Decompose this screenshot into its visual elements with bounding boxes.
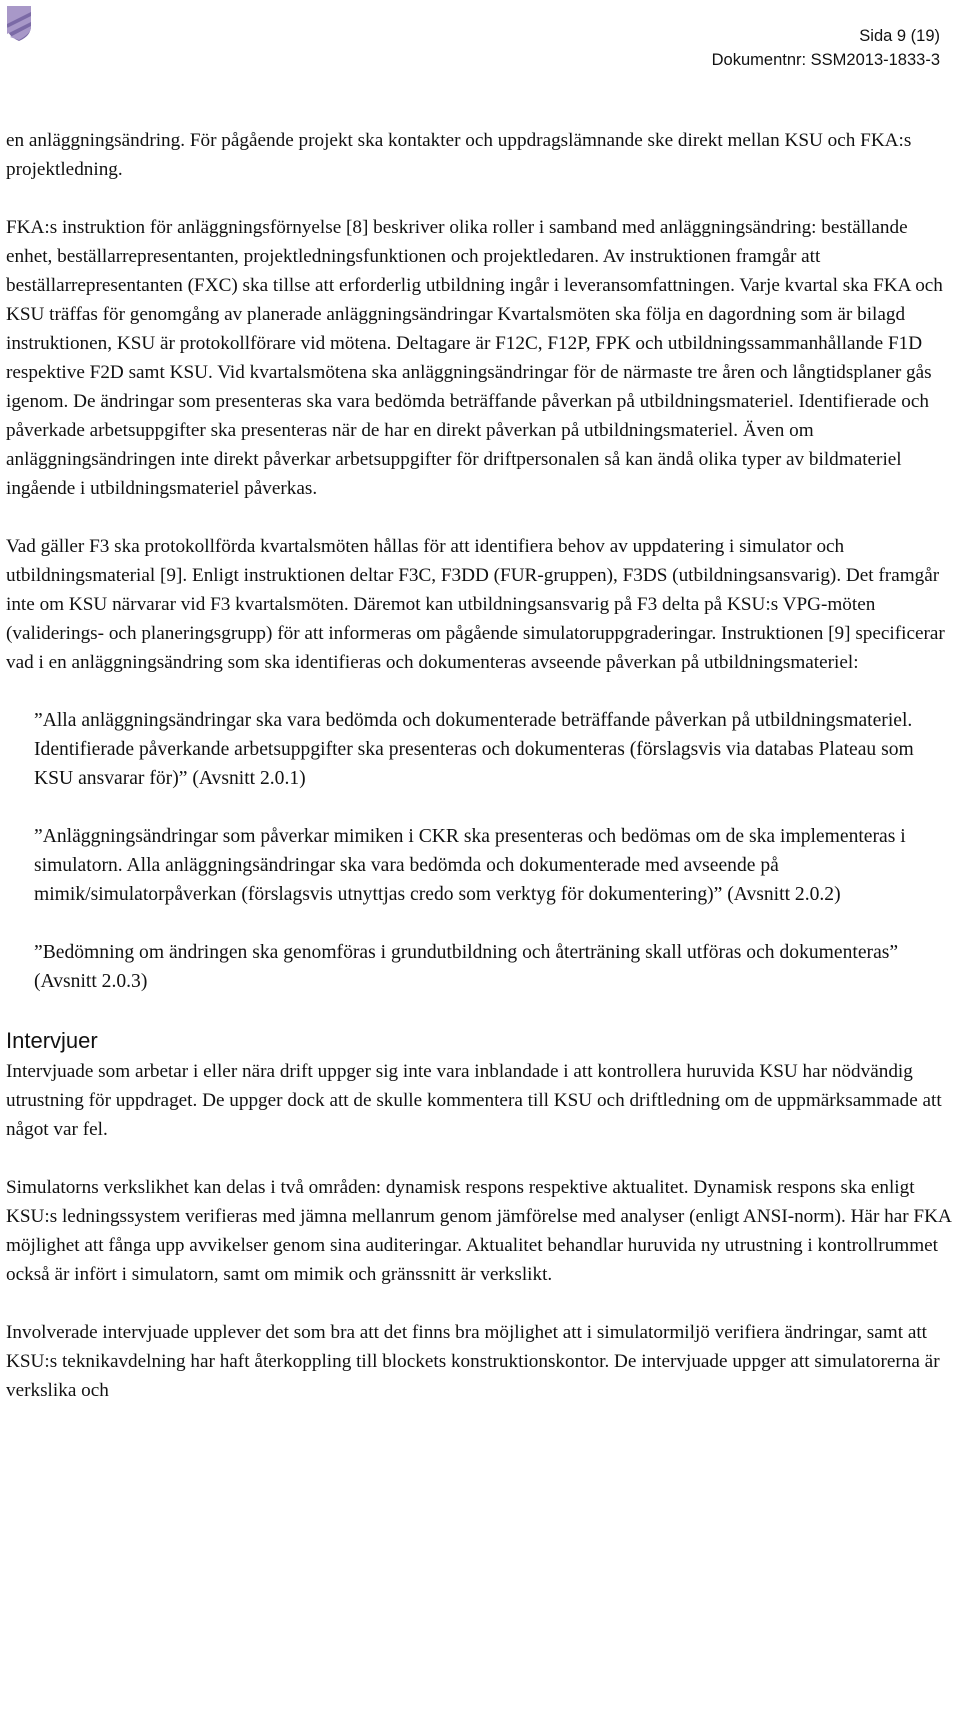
paragraph: Vad gäller F3 ska protokollförda kvartalsmöten hållas för att identifiera behov av uppdatering i simulator och utbildningsmaterial [9]. Enligt instruktionen deltar F3C, F3DD (FUR-gruppen), F3DS (utbildningsansvarig). Det framgår inte om KSU närvarar vid F3 kvartalsmöten. Däremot kan utbildningsansvarig på F3 delta på KSU:s VPG-möten (validerings- och planeringsgrupp) för att informeras om pågående simulatoruppgraderingar. Instruktionen [9] specificerar vad i en anläggningsändring som ska identifieras och dokumenteras avseende påverkan på utbildningsmateriel:: [6, 536, 945, 673]
paragraph: Intervjuade som arbetar i eller nära drift uppger sig inte vara inblandade i att kontrollera huruvida KSU har nödvändig utrustning för uppdraget. De uppger dock att de skulle kommentera till KSU och driftledning om de uppmärksammade att något var fel.: [6, 1061, 942, 1140]
quote-block: ”Bedömning om ändringen ska genomföras i grundutbildning och återträning skall utföras och dokumenteras” (Avsnitt 2.0.3): [34, 942, 899, 992]
paragraph: Simulatorns verkslikhet kan delas i två områden: dynamisk respons respektive aktualitet. Dynamisk respons ska enligt KSU:s ledningssystem verifieras med jämna mellanrum genom jämförelse med analyser (enligt ANSI-norm). Här har FKA möjlighet att fånga upp avvikelser genom sina auditeringar. Aktualitet behandlar huruvida ny utrustning i kontrollrummet också är infört i simulatorn, samt om mimik och gränssnitt är verkslikt.: [6, 1177, 951, 1285]
paragraph: FKA:s instruktion för anläggningsförnyelse [8] beskriver olika roller i samband med anläggningsändring: beställande enhet, beställarrepresentanten, projektledningsfunktionen och projektledaren. Av instruktionen framgår att beställarrepresentanten (FXC) ska tillse att erforderlig utbildning ingår i leveransomfattningen. Varje kvartal ska FKA och KSU träffas för genomgång av planerade anläggningsändringar Kvartalsmöten ska följa en dagordning som är bilagd instruktionen, KSU är protokollförare vid mötena. Deltagare är F12C, F12P, FPK och utbildningssammanhållande F1D respektive F2D samt KSU. Vid kvartalsmötena ska anläggningsändringar för de närmaste tre åren och långtidsplaner gås igenom. De ändringar som presenteras ska vara bedömda beträffande påverkan på utbildningsmateriel. Identifierade och påverkade arbetsuppgifter ska presenteras när de har en direkt påverkan på utbildningsmateriel. Även om anläggningsändringen inte direkt påverkar arbetsuppgifter för driftpersonalen så kan ändå olika typer av bildmateriel ingående i utbildningsmateriel påverkas.: [6, 217, 943, 499]
page-header: [712, 24, 940, 72]
document-number: Dokumentnr: SSM2013-1833-3: [711, 51, 940, 69]
ssm-shield-logo-icon: [6, 4, 32, 42]
page-number: Sida 9 (19): [859, 27, 940, 45]
document-body: [6, 126, 951, 1434]
quote-block: ”Alla anläggningsändringar ska vara bedömda och dokumenterade beträffande påverkan på utbildningsmateriel. Identifierade påverkande arbetsuppgifter ska presenteras och dokumenteras (förslagsvis via databas Plateau som KSU ansvarar för)” (Avsnitt 2.0.1): [34, 710, 914, 789]
paragraph: en anläggningsändring. För pågående projekt ska kontakter och uppdragslämnande ske direkt mellan KSU och FKA:s projektledning.: [6, 130, 912, 180]
section-heading: Intervjuer: [6, 1028, 98, 1053]
quote-block: ”Anläggningsändringar som påverkar mimiken i CKR ska presenteras och bedömas om de ska implementeras i simulatorn. Alla anläggningsändringar ska vara bedömda och dokumenterade med avseende på mimik/simulatorpåverkan (förslagsvis utnyttjas credo som verktyg för dokumentering)” (Avsnitt 2.0.2): [34, 826, 906, 905]
paragraph: Involverade intervjuade upplever det som bra att det finns bra möjlighet att i simulatormiljö verifiera ändringar, samt att KSU:s teknikavdelning har haft återkoppling till blockets konstruktionskontor. De intervjuade uppger att simulatorerna är verkslika och: [6, 1322, 940, 1401]
